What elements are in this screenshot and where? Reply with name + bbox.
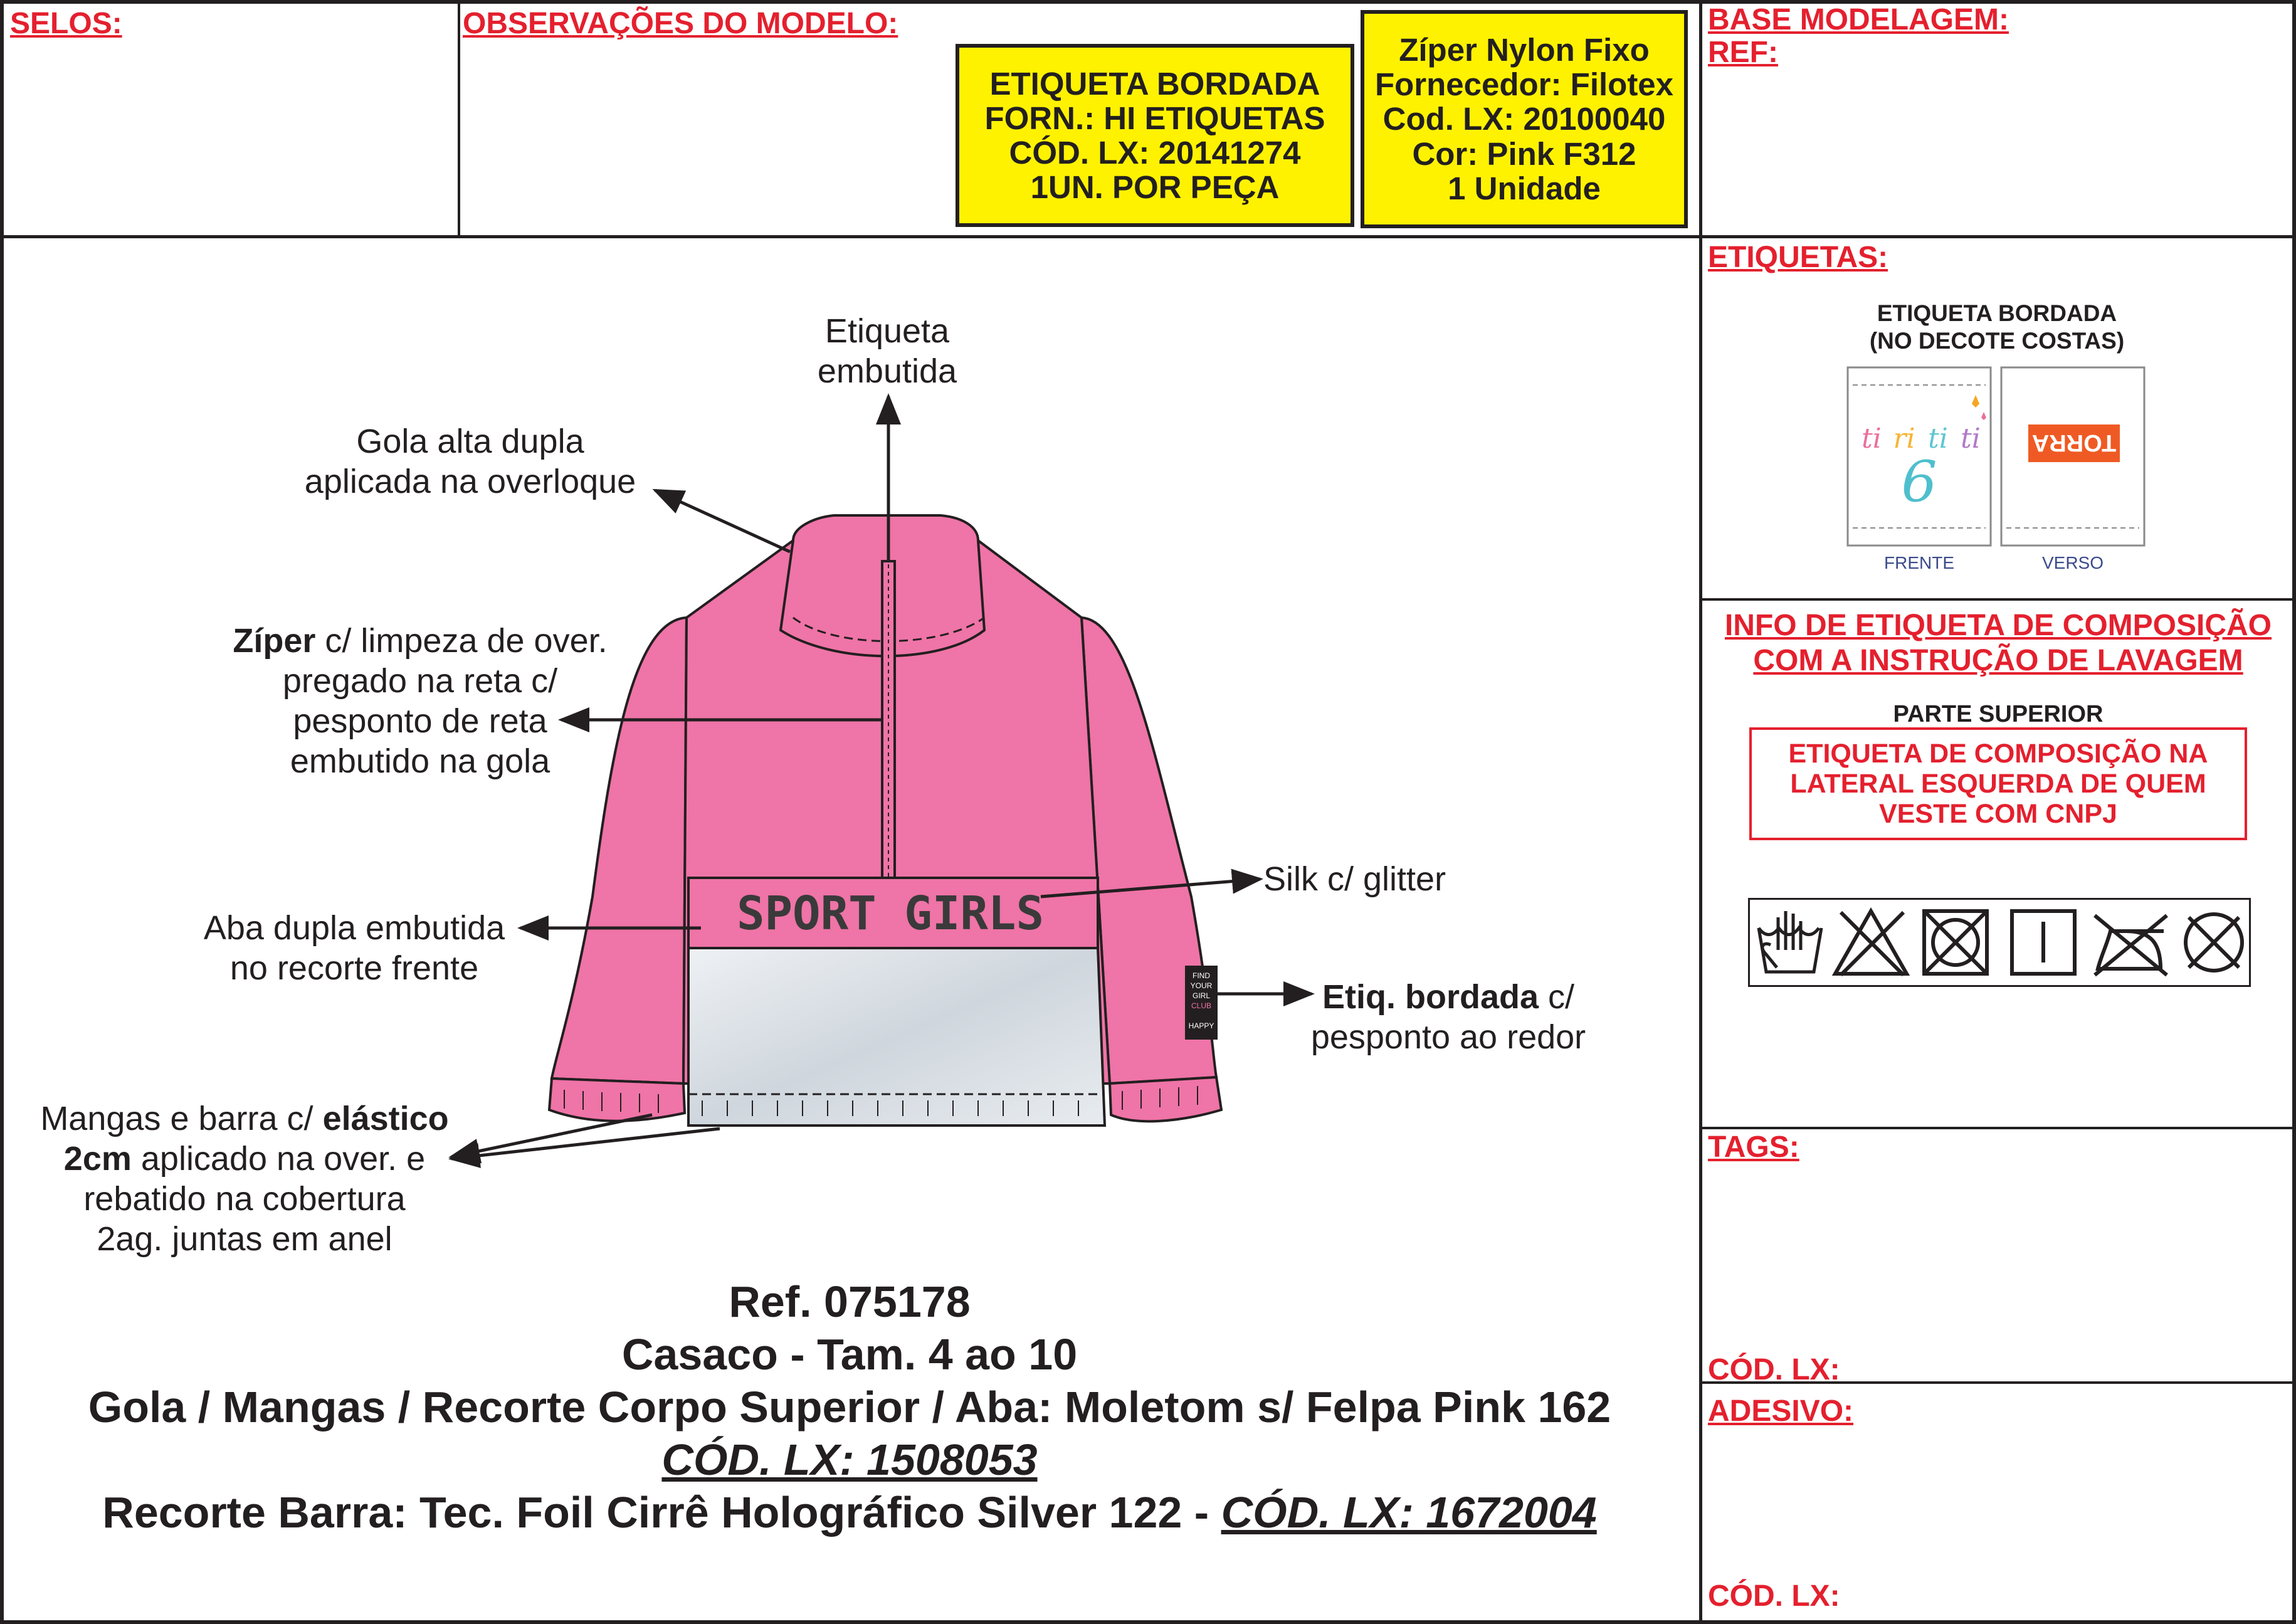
callout-line: rebatido na cobertura <box>83 1180 406 1218</box>
callout-line: aplicada na overloque <box>304 463 636 500</box>
callout-line: pesponto de reta <box>293 702 547 740</box>
callout-etiqueta-embutida <box>762 311 1013 391</box>
ziper-box <box>1361 10 1688 228</box>
callout-line <box>6 1099 483 1139</box>
no-bleach-icon <box>1835 911 1907 975</box>
no-dry-clean-icon <box>2186 914 2242 971</box>
casaco-title: Casaco - Tam. 4 ao 10 <box>621 1330 1078 1379</box>
sport-girls-print: SPORT GIRLS <box>736 887 1045 941</box>
silver-hem-panel <box>688 948 1105 1126</box>
callout-line: pregado na reta c/ <box>282 662 558 700</box>
main-sidebar-divider <box>1699 0 1702 1624</box>
etiq-rest: c/ <box>1539 978 1575 1016</box>
composicao-line: VESTE COM CNPJ <box>1879 799 2117 829</box>
no-tumble-dry-icon <box>1924 911 1987 974</box>
yellow-line: Cod. LX: 20100040 <box>1382 101 1666 137</box>
ziper-rest: c/ limpeza de over. <box>315 622 608 660</box>
yellow-line: Zíper Nylon Fixo <box>1399 32 1650 68</box>
yellow-line: Fornecedor: Filotex <box>1374 66 1674 103</box>
yellow-line: CÓD. LX: 20141274 <box>1009 135 1301 171</box>
recorte-line <box>0 1487 1699 1537</box>
callout-ziper <box>201 621 640 781</box>
patch-line: FIND <box>1193 971 1210 980</box>
callout-aba <box>169 908 539 988</box>
mangas-part2: aplicado na over. e <box>131 1140 426 1178</box>
ref-title: Ref. 075178 <box>729 1277 971 1326</box>
gola-line: Gola / Mangas / Recorte Corpo Superior / Aba: Moletom s/ Felpa Pink 162 <box>88 1383 1611 1432</box>
info-title-line: INFO DE ETIQUETA DE COMPOSIÇÃO <box>1724 609 2272 642</box>
frame-bottom <box>0 1620 2296 1624</box>
yellow-line: Cor: Pink F312 <box>1412 135 1636 172</box>
base-modelagem-label: BASE MODELAGEM: <box>1708 3 2009 36</box>
etiq-bold: Etiq. bordada <box>1322 978 1539 1016</box>
right-cuff <box>1110 1077 1221 1121</box>
svg-text:ti: ti <box>1961 423 1981 455</box>
callout-line <box>1285 977 1611 1017</box>
callout-line <box>201 621 640 661</box>
composicao-box <box>1749 727 2247 840</box>
recorte-text: Recorte Barra: Tec. Foil Cirrê Holográfico Silver 122 - <box>102 1488 1221 1537</box>
svg-text:6: 6 <box>1901 449 1937 515</box>
arrow-mangas-2 <box>451 1129 720 1159</box>
ref-label: REF: <box>1708 36 1778 69</box>
svg-text:TORRA: TORRA <box>2031 430 2117 456</box>
parte-superior-label: PARTE SUPERIOR <box>1893 701 2104 727</box>
composicao-line: LATERAL ESQUERDA DE QUEM <box>1790 769 2206 799</box>
yellow-line: 1UN. POR PEÇA <box>1030 169 1280 206</box>
observacoes-label: OBSERVAÇÕES DO MODELO: <box>463 7 898 40</box>
patch-line: YOUR <box>1190 981 1213 990</box>
callout-line: Silk c/ glitter <box>1263 860 1446 898</box>
callout-line: Gola alta dupla <box>356 423 584 460</box>
care-symbols-strip <box>1748 898 2251 987</box>
callout-line: pesponto ao redor <box>1310 1018 1586 1056</box>
verso-label: VERSO <box>2041 553 2104 572</box>
selos-label: SELOS: <box>10 7 122 40</box>
frente-label: FRENTE <box>1884 553 1954 572</box>
cod-line-text: CÓD. LX: 1508053 <box>661 1435 1038 1484</box>
patch-line: HAPPY <box>1188 1021 1214 1030</box>
label-front-image <box>1846 366 1992 547</box>
label-back-image <box>2000 366 2146 547</box>
cod-line <box>0 1435 1699 1485</box>
sidebar-title-line: (NO DECOTE COSTAS) <box>1869 328 2125 354</box>
callout-etiq-bordada <box>1285 977 1611 1057</box>
sidebar-divider-2 <box>1700 1127 2296 1129</box>
info-composicao-title <box>1702 608 2295 678</box>
callout-line: Aba dupla embutida <box>203 909 505 947</box>
info-title-line: COM A INSTRUÇÃO DE LAVAGEM <box>1753 644 2243 677</box>
callout-line <box>6 1139 483 1179</box>
ziper-bold: Zíper <box>233 622 316 660</box>
callout-line: no recorte frente <box>229 949 479 987</box>
mangas-bold1: elástico <box>322 1100 449 1137</box>
yellow-line: 1 Unidade <box>1448 170 1601 206</box>
sidebar-divider-1 <box>1700 598 2296 601</box>
tags-cod-label: CÓD. LX: <box>1708 1353 1840 1386</box>
mangas-bold2: 2cm <box>63 1140 132 1178</box>
callout-silk <box>1263 859 1446 899</box>
composicao-line: ETIQUETA DE COMPOSIÇÃO NA <box>1788 739 2208 769</box>
callout-line: embutido na gola <box>290 742 550 780</box>
svg-text:ti: ti <box>1928 423 1948 455</box>
svg-text:ri: ri <box>1893 423 1915 455</box>
callout-line: 2ag. juntas em anel <box>97 1220 392 1258</box>
yellow-line: ETIQUETA BORDADA <box>989 65 1320 102</box>
hand-wash-icon <box>1759 911 1821 972</box>
selos-divider <box>458 0 460 237</box>
no-iron-icon <box>2095 915 2167 975</box>
line-dry-icon <box>2012 911 2075 974</box>
etiqueta-bordada-title <box>1806 300 2188 355</box>
adesivo-label: ADESIVO: <box>1708 1395 1854 1428</box>
callout-line: Etiqueta <box>824 312 950 350</box>
callout-gola <box>263 421 677 502</box>
callout-line: embutida <box>817 352 957 390</box>
patch-line: CLUB <box>1191 1001 1212 1010</box>
yellow-line: FORN.: HI ETIQUETAS <box>984 100 1325 136</box>
left-cuff <box>549 1078 685 1121</box>
callout-mangas <box>6 1099 483 1259</box>
adesivo-cod-label: CÓD. LX: <box>1708 1579 1840 1613</box>
recorte-cod: CÓD. LX: 1672004 <box>1221 1488 1597 1537</box>
svg-text:ti: ti <box>1862 423 1882 455</box>
mangas-part1: Mangas e barra c/ <box>40 1100 323 1137</box>
sidebar-title-line: ETIQUETA BORDADA <box>1877 300 2117 326</box>
patch-line: GIRL <box>1192 991 1211 1000</box>
frame-right <box>2292 0 2296 1624</box>
etiqueta-bordada-box <box>956 44 1354 227</box>
etiquetas-label: ETIQUETAS: <box>1708 241 1888 274</box>
tags-label: TAGS: <box>1708 1131 1799 1164</box>
care-symbols-svg <box>1750 900 2249 985</box>
